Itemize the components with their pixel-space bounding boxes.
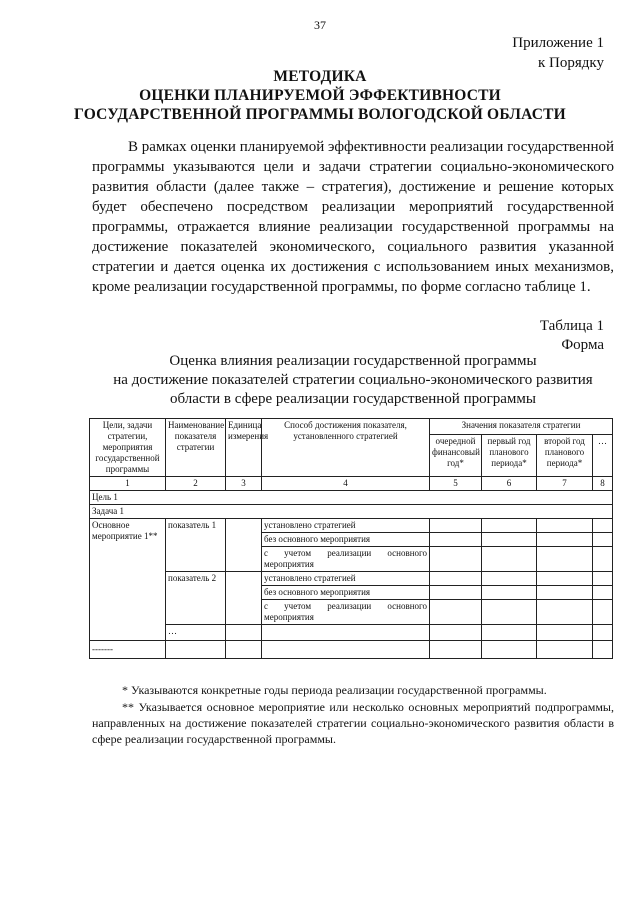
goal-cell: Цель 1: [90, 491, 613, 505]
caption-line-3: области в сфере реализации государственной программы: [170, 391, 536, 407]
col-num: 5: [430, 477, 482, 491]
method-cell: установлено стратегией: [262, 519, 430, 533]
dashes-cell: -------: [90, 641, 166, 659]
title-line-3: ГОСУДАРСТВЕННОЙ ПРОГРАММЫ ВОЛОГОДСКОЙ ОБЛАСТИ: [74, 106, 566, 123]
page-number: 37: [314, 18, 326, 32]
ellipsis-cell: …: [166, 625, 226, 641]
header-goals: Цели, задачи стратегии, мероприятия государственной программы: [90, 419, 166, 477]
col-num: 4: [262, 477, 430, 491]
table-number: Таблица 1: [539, 318, 604, 334]
goal-row: [90, 491, 613, 505]
col-num: 7: [537, 477, 593, 491]
method-cell: с учетом реализации основного мероприятия: [262, 547, 430, 572]
col-num: 3: [226, 477, 262, 491]
unit-cell: [226, 519, 262, 572]
header-next-year: очередной финансовый год*: [430, 435, 482, 477]
assessment-form-table: [89, 418, 613, 659]
col-num: 6: [482, 477, 537, 491]
table-row: [90, 572, 613, 586]
method-cell: без основного мероприятия: [262, 533, 430, 547]
footnote-1: * Указываются конкретные годы периода реализации государственной программы.: [122, 683, 547, 697]
table-row: [90, 519, 613, 533]
table-label: [540, 317, 604, 355]
table-form-label: Форма: [561, 337, 604, 353]
appendix-line-1: Приложение 1: [512, 35, 604, 51]
header-method: Способ достижения показателя, установленного стратегией: [262, 419, 430, 477]
table-row: [90, 641, 613, 659]
header-unit: Единица измерения: [226, 419, 262, 477]
column-number-row: [90, 477, 613, 491]
intro-paragraph: В рамках оценки планируемой эффективности реализации государственной программы указываются цели и задачи стратегии социально-экономического развития области (далее также – стратегия), достижение и решение которых будет обеспечено посредством реализации мероприятий государственной программы, отражается влияние реализации государственной программы на достижение показателей экономического, социального развития указанной стратегии и дается оценка их достижения с использованием иных механизмов, кроме реализации государственной программы, по форме согласно таблице 1.: [92, 139, 614, 295]
title-line-1: МЕТОДИКА: [273, 68, 367, 85]
task-cell: Задача 1: [90, 505, 613, 519]
task-row: [90, 505, 613, 519]
main-activity-cell: Основное мероприятие 1**: [90, 519, 166, 641]
title-line-2: ОЦЕНКИ ПЛАНИРУЕМОЙ ЭФФЕКТИВНОСТИ: [139, 87, 501, 104]
header-more: …: [593, 435, 613, 477]
indicator-2-cell: показатель 2: [166, 572, 226, 625]
method-cell: без основного мероприятия: [262, 586, 430, 600]
footnote-2: ** Указывается основное мероприятие или несколько основных мероприятий подпрограммы, направленных на достижение показателей стратегии социально-экономического развития области в сфере реализации государственной программы.: [92, 700, 614, 746]
col-num: 2: [166, 477, 226, 491]
col-num: 8: [593, 477, 613, 491]
appendix-line-2: к Порядку: [538, 55, 604, 71]
table-caption: [92, 352, 614, 409]
method-cell: с учетом реализации основного мероприятия: [262, 600, 430, 625]
header-values-group: Значения показателя стратегии: [430, 419, 613, 435]
col-num: 1: [90, 477, 166, 491]
header-first-year: первый год планового периода*: [482, 435, 537, 477]
table-header-row: [90, 419, 613, 435]
caption-line-2: на достижение показателей стратегии социально-экономического развития: [113, 372, 593, 388]
unit-cell: [226, 572, 262, 625]
method-cell: установлено стратегией: [262, 572, 430, 586]
caption-line-1: Оценка влияния реализации государственной программы: [169, 353, 537, 369]
document-title: [0, 67, 640, 124]
header-second-year: второй год планового периода*: [537, 435, 593, 477]
table-row: [90, 625, 613, 641]
indicator-1-cell: показатель 1: [166, 519, 226, 572]
header-indicator-name: Наименование показателя стратегии: [166, 419, 226, 477]
